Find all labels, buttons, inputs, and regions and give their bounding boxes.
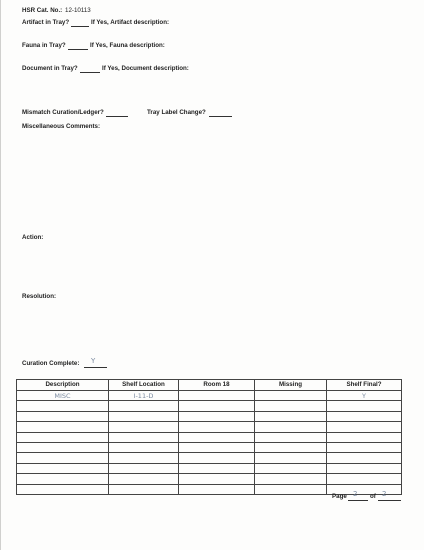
page-number-value: 2 <box>353 490 358 498</box>
mismatch-curation-label: Mismatch Curation/Ledger? <box>22 109 104 116</box>
description-cell[interactable] <box>17 484 109 494</box>
description-cell[interactable] <box>17 411 109 421</box>
room-18-cell[interactable] <box>179 411 255 421</box>
column-header-description: Description <box>17 380 109 391</box>
tray-label-change-label: Tray Label Change? <box>147 109 206 116</box>
room-18-cell[interactable] <box>179 401 255 411</box>
column-header-room-18: Room 18 <box>179 380 255 391</box>
column-header-shelf-location: Shelf Location <box>109 380 179 391</box>
action-label: Action: <box>22 234 44 241</box>
shelf-location-cell[interactable] <box>109 442 179 452</box>
inventory-table <box>16 379 402 495</box>
missing-cell[interactable] <box>255 432 327 442</box>
column-header-shelf-final: Shelf Final? <box>327 380 402 391</box>
catalog-number-value: 12-10113 <box>65 7 91 14</box>
shelf-final-cell[interactable] <box>327 432 402 442</box>
table-row <box>17 401 402 411</box>
table-row <box>17 391 402 401</box>
shelf-final-cell[interactable] <box>327 411 402 421</box>
curation-complete-label: Curation Complete: <box>22 360 80 367</box>
mismatch-curation-blank[interactable] <box>106 110 128 117</box>
room-18-cell[interactable] <box>179 432 255 442</box>
missing-cell[interactable] <box>255 422 327 432</box>
room-18-cell[interactable] <box>179 474 255 484</box>
document-in-tray-label: Document in Tray? <box>22 65 78 72</box>
missing-cell[interactable] <box>255 391 327 401</box>
description-cell[interactable] <box>17 401 109 411</box>
description-cell[interactable] <box>17 422 109 432</box>
shelf-location-cell[interactable] <box>109 401 179 411</box>
shelf-location-cell[interactable] <box>109 411 179 421</box>
missing-cell[interactable] <box>255 442 327 452</box>
fauna-in-tray-label: Fauna in Tray? <box>22 42 66 49</box>
table-row <box>17 411 402 421</box>
page-number-blank[interactable] <box>348 494 368 501</box>
tray-label-change-blank[interactable] <box>209 110 232 117</box>
description-cell[interactable] <box>17 474 109 484</box>
fauna-description-label: If Yes, Fauna description: <box>90 42 165 49</box>
description-cell[interactable] <box>17 432 109 442</box>
room-18-cell[interactable] <box>179 442 255 452</box>
room-18-cell[interactable] <box>179 453 255 463</box>
document-description-label: If Yes, Document description: <box>102 65 189 72</box>
missing-cell[interactable] <box>255 453 327 463</box>
page-label: Page <box>332 493 347 500</box>
document-in-tray-blank[interactable] <box>80 66 100 73</box>
shelf-location-cell[interactable]: I-11-D <box>109 391 179 401</box>
missing-cell[interactable] <box>255 463 327 473</box>
room-18-cell[interactable] <box>179 484 255 494</box>
description-cell[interactable] <box>17 453 109 463</box>
room-18-cell[interactable] <box>179 463 255 473</box>
shelf-location-cell[interactable] <box>109 422 179 432</box>
description-cell[interactable]: MISC <box>17 391 109 401</box>
fauna-in-tray-blank[interactable] <box>68 43 88 50</box>
of-label: of <box>370 493 376 500</box>
catalog-number-label: HSR Cat. No.: <box>22 7 63 14</box>
shelf-location-cell[interactable] <box>109 463 179 473</box>
shelf-location-cell[interactable] <box>109 474 179 484</box>
missing-cell[interactable] <box>255 401 327 411</box>
shelf-location-cell[interactable] <box>109 453 179 463</box>
resolution-label: Resolution: <box>22 293 57 300</box>
missing-cell[interactable] <box>255 411 327 421</box>
room-18-cell[interactable] <box>179 422 255 432</box>
table-header-row <box>17 380 402 391</box>
shelf-final-cell[interactable] <box>327 474 402 484</box>
table-row <box>17 463 402 473</box>
page-total-value: 2 <box>382 490 387 498</box>
shelf-location-cell[interactable] <box>109 432 179 442</box>
shelf-location-cell[interactable] <box>109 484 179 494</box>
description-cell[interactable] <box>17 442 109 452</box>
table-row <box>17 422 402 432</box>
shelf-final-cell[interactable] <box>327 422 402 432</box>
column-header-missing: Missing <box>255 380 327 391</box>
description-cell[interactable] <box>17 463 109 473</box>
table-row <box>17 453 402 463</box>
table-row <box>17 442 402 452</box>
table-row <box>17 474 402 484</box>
missing-cell[interactable] <box>255 474 327 484</box>
artifact-description-label: If Yes, Artifact description: <box>91 19 170 26</box>
artifact-in-tray-label: Artifact in Tray? <box>22 19 70 26</box>
missing-cell[interactable] <box>255 484 327 494</box>
table-row <box>17 432 402 442</box>
shelf-final-cell[interactable] <box>327 442 402 452</box>
miscellaneous-comments-label: Miscellaneous Comments: <box>22 123 101 130</box>
curation-complete-value: Y <box>91 357 96 365</box>
room-18-cell[interactable] <box>179 391 255 401</box>
artifact-in-tray-blank[interactable] <box>71 20 89 27</box>
shelf-final-cell[interactable]: Y <box>327 391 402 401</box>
shelf-final-cell[interactable] <box>327 463 402 473</box>
shelf-final-cell[interactable] <box>327 453 402 463</box>
shelf-final-cell[interactable] <box>327 401 402 411</box>
curation-complete-blank[interactable] <box>84 361 107 368</box>
